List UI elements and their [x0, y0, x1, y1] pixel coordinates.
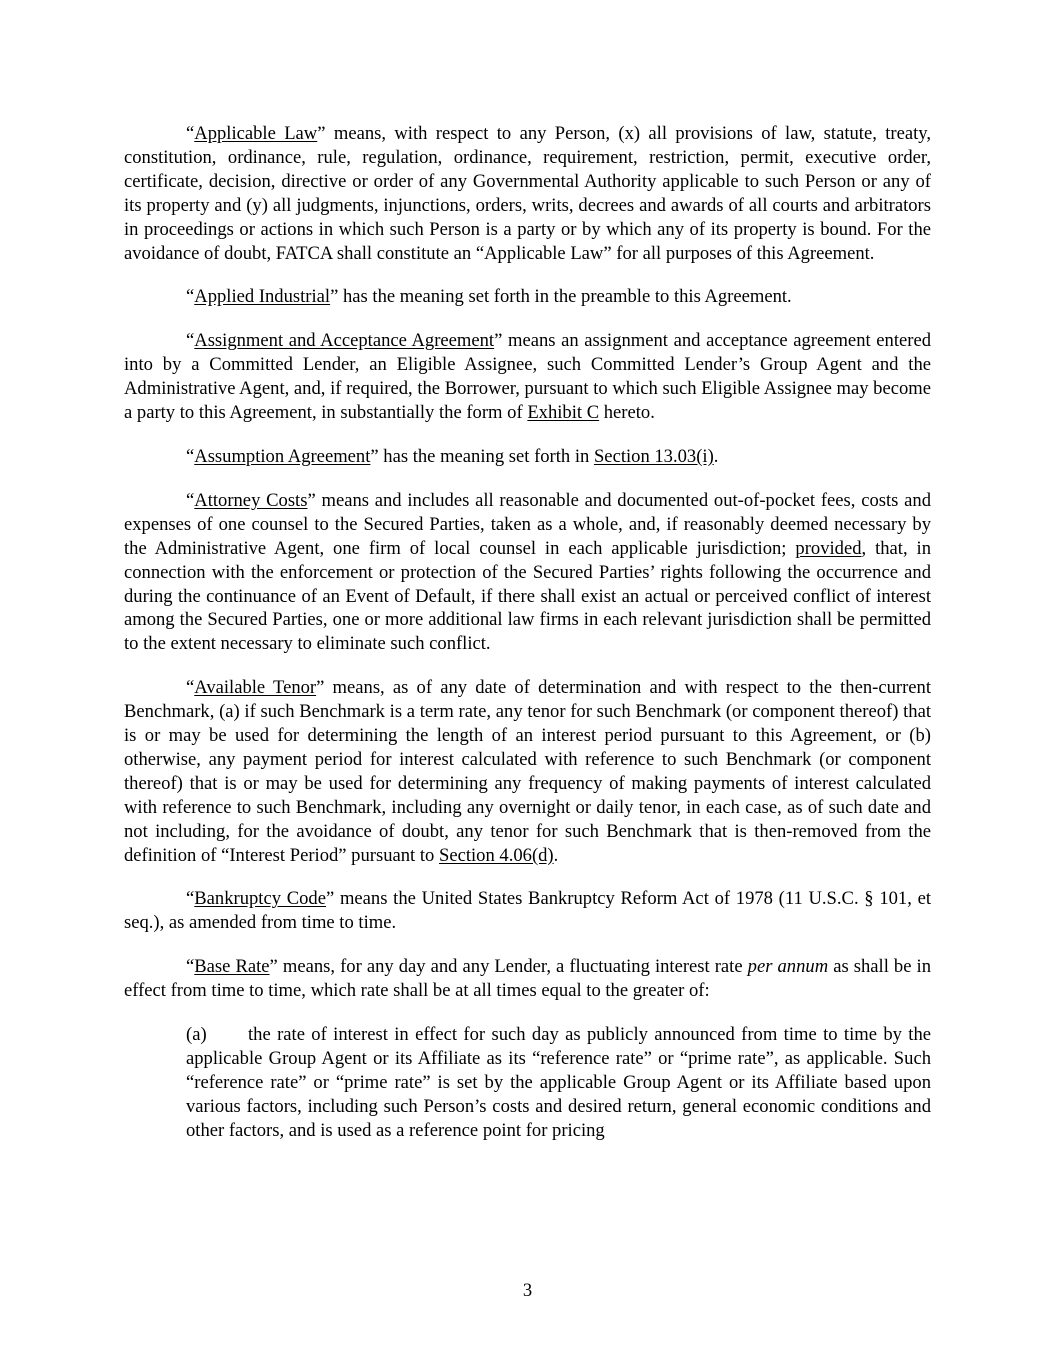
defined-term: Base Rate — [194, 956, 270, 978]
defined-term: Available Tenor — [194, 677, 317, 699]
definition-text: means the United States Bankruptcy Reform Act of 1978 (11 U.S.C. § 101, et seq.), as amended from time to time. — [124, 888, 931, 934]
definition-available-tenor: “Available Tenor” means, as of any date of determination and with respect to the then-current Benchmark, (a) if such Benchmark is a term rate, any tenor for such Benchmark (or component thereof) that is or may be used for determining the length of an interest period pursuant to this Agreement, or (b) otherwise, any payment period for interest calculated with reference to such Benchmark (or component thereof) that is or may be used for determining any frequency of making payments of interest calculated with reference to such Benchmark, including any overnight or daily tenor, in each case, as of such date and not including, for the avoidance of doubt, any tenor for such Benchmark that is then-removed from the definition of “Interest Period” pursuant to Section 4.06(d). — [124, 677, 931, 866]
definition-text: means and includes all reasonable and documented out-of-pocket fees, costs and expenses of one counsel to the Secured Parties, taken as a whole, and, if reasonably deemed necessary by the Administrative Agent, one firm of local counsel in each applicable jurisdiction; — [124, 489, 931, 559]
definition-applicable-law: “Applicable Law” means, with respect to any Person, (x) all provisions of law, statute, treaty, constitution, ordinance, rule, regulation, ordinance, requirement, restriction, permit, executive order, certificate, decision, directive or order of any Governmental Authority applicable to such Person or any of its property and (y) all judgments, injunctions, orders, writs, decrees and awards of all courts and arbitrators in proceedings or actions in which such Person is a party or by which any of its property is bound. For the avoidance of doubt, FATCA shall constitute an “Applicable Law” for all purposes of this Agreement. — [124, 123, 931, 264]
cross-reference: Exhibit C — [527, 402, 600, 424]
defined-term: Applied Industrial — [194, 286, 331, 308]
definition-text: has the meaning set forth in — [378, 445, 594, 467]
page-number: 3 — [522, 1280, 533, 1301]
definition-text: has the meaning set forth in the preamble to this Agreement. — [338, 286, 792, 308]
defined-term: Applicable Law — [194, 123, 318, 144]
defined-term: Bankruptcy Code — [194, 888, 326, 910]
definition-text: means, as of any date of determination and with respect to the then-current Benchmark, (a) if such Benchmark is a term rate, any tenor for such Benchmark (or component thereof) that is or may be used for determining the length of an interest period pursuant to this Agreement, or (b) otherwise, any payment period for interest calculated with reference to such Benchmark (or component thereof) that is or may be used for determining any frequency of making payments of interest calculated with reference to such Benchmark, including any overnight or daily tenor, in each case, as of such date and not including, for the avoidance of doubt, any tenor for such Benchmark that is then-removed from the definition of “Interest Period” pursuant to — [124, 677, 931, 866]
cross-reference: Section 13.03(i) — [593, 445, 714, 467]
defined-term: Attorney Costs — [194, 489, 308, 511]
definition-applied-industrial: “Applied Industrial” has the meaning set forth in the preamble to this Agreement. — [186, 286, 792, 308]
definition-assignment-acceptance: “Assignment and Acceptance Agreement” means an assignment and acceptance agreement entered into by a Committed Lender, an Eligible Assignee, such Committed Lender’s Group Agent and the Administrative Agent, and, if required, the Borrower, pursuant to which such Eligible Assignee may become a party to this Agreement, in substantially the form of Exhibit C hereto. — [124, 330, 931, 424]
definition-text: means, with respect to any Person, (x) all provisions of law, statute, treaty, constitution, ordinance, rule, regulation, ordinance, requirement, restriction, permit, executive order, certificate, decision, directive or order of any Governmental Authority applicable to such Person or any of its property and (y) all judgments, injunctions, orders, writs, decrees and awards of all courts and arbitrators in proceedings or actions in which such Person is a party or by which any of its property is bound. For the avoidance of doubt, FATCA shall constitute an “Applicable Law” for all purposes of this Agreement. — [124, 123, 931, 264]
definition-base-rate: “Base Rate” means, for any day and any Lender, a fluctuating interest rate per annum as shall be in effect from time to time, which rate shall be at all times equal to the greater of: — [124, 956, 931, 1002]
defined-term: Assignment and Acceptance Agreement — [194, 330, 495, 352]
document-page — [124, 122, 931, 1143]
cross-reference: Section 4.06(d) — [438, 844, 554, 866]
clause-label: (a) — [186, 1024, 207, 1046]
definition-assumption-agreement: “Assumption Agreement” has the meaning set forth in Section 13.03(i). — [186, 445, 719, 467]
defined-term: Assumption Agreement — [194, 445, 371, 467]
italic-term: per annum — [747, 956, 829, 978]
clause-text: the rate of interest in effect for such day as publicly announced from time to time by the applicable Group Agent or its Affiliate as its “reference rate” or “prime rate”, as applicable. Such “reference rate” or “prime rate” is set by the applicable Group Agent or its Affiliate based upon various factors, including such Person’s costs and desired return, general economic conditions and other factors, and is used as a reference point for pricing — [186, 1024, 931, 1141]
definition-text: means an assignment and acceptance agreement entered into by a Committed Lender, an Eligible Assignee, such Committed Lender’s Group Agent and the Administrative Agent, and, if required, the Borrower, pursuant to which such Eligible Assignee may become a party to this Agreement, in substantially the form of — [124, 330, 931, 424]
definition-bankruptcy-code: “Bankruptcy Code” means the United States Bankruptcy Reform Act of 1978 (11 U.S.C. § 101, et seq.), as amended from time to time. — [124, 888, 931, 934]
proviso-term: provided — [795, 537, 862, 559]
base-rate-clause-a — [186, 1023, 931, 1143]
definition-text: means, for any day and any Lender, a fluctuating interest rate — [277, 956, 748, 978]
definition-attorney-costs: “Attorney Costs” means and includes all reasonable and documented out-of-pocket fees, costs and expenses of one counsel to the Secured Parties, taken as a whole, and, if reasonably deemed necessary by the Administrative Agent, one firm of local counsel in each applicable jurisdiction; provided, that, in connection with the enforcement or protection of the Secured Parties’ rights following the occurrence and during the continuance of an Event of Default, if there shall exist an actual or perceived conflict of interest among the Secured Parties, one or more additional law firms in each relevant jurisdiction shall be permitted to the extent necessary to eliminate such conflict. — [124, 489, 931, 655]
